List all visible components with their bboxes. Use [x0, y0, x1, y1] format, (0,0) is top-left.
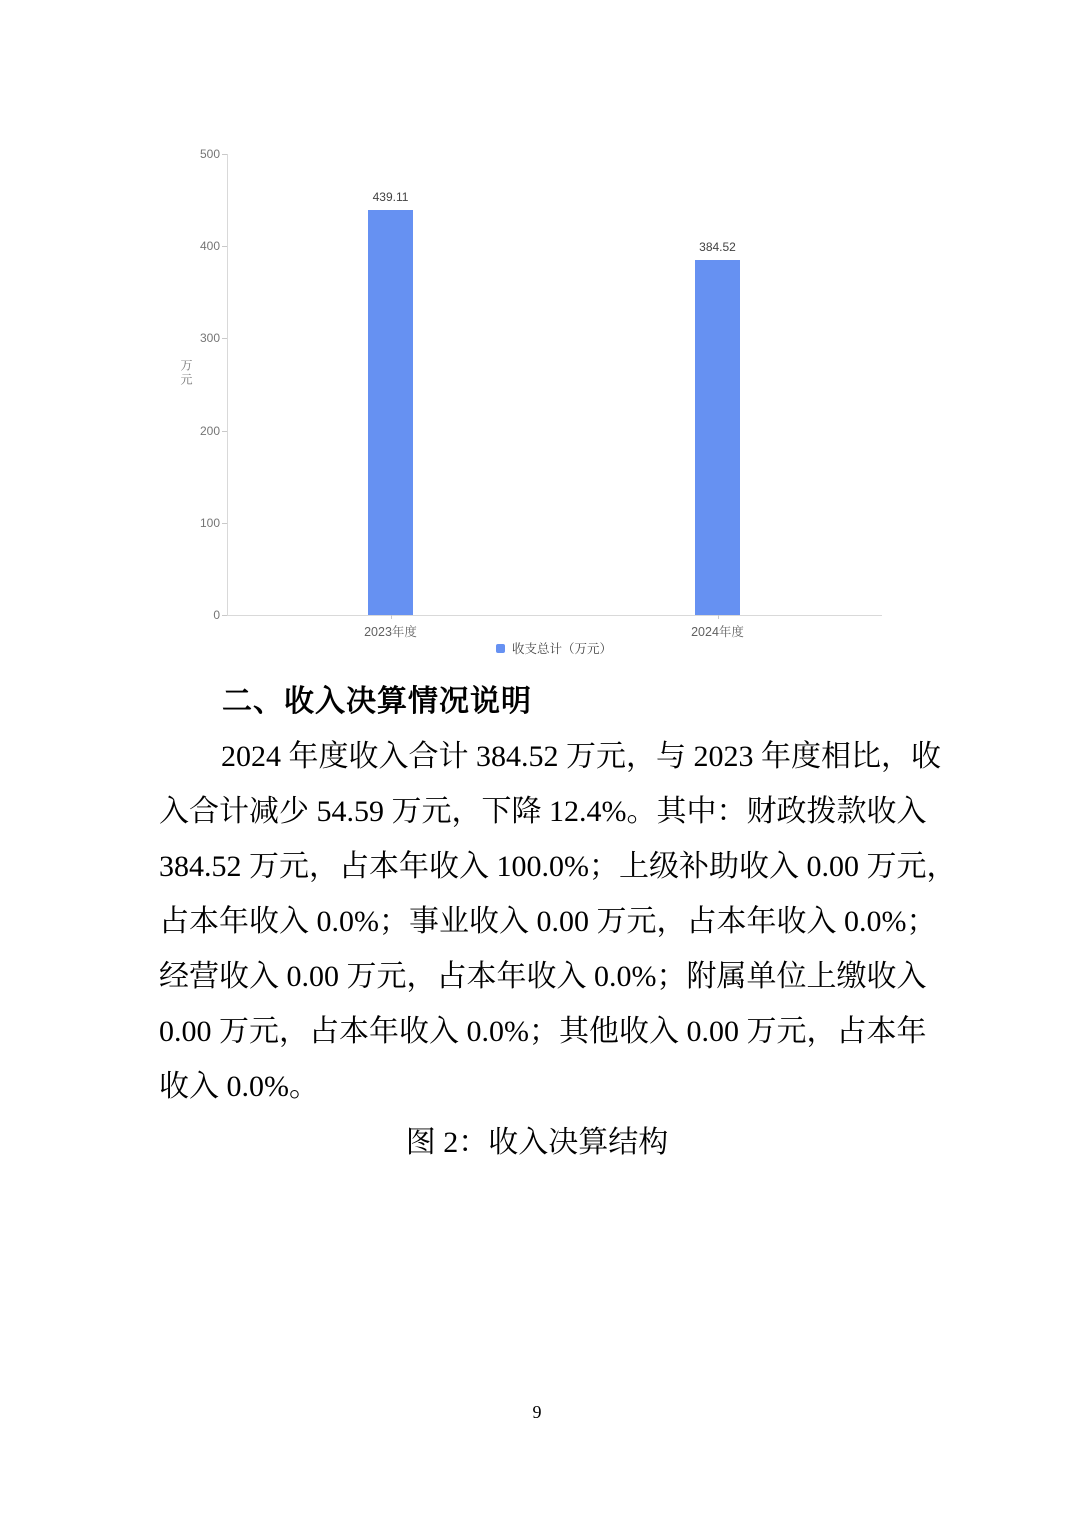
paragraph-line: 经营收入 0.00 万元，占本年收入 0.0%；附属单位上缴收入 [159, 960, 927, 993]
y-tick-mark [222, 615, 227, 616]
y-tick-mark [222, 154, 227, 155]
y-tick-mark [222, 338, 227, 339]
paragraph-line: 收入 0.0%。 [159, 1070, 319, 1103]
page-number: 9 [532, 1402, 542, 1422]
paragraph-line: 384.52 万元，占本年收入 100.0%；上级补助收入 0.00 万元， [159, 850, 957, 883]
figure-caption: 图 2：收入决算结构 [405, 1126, 669, 1159]
y-tick-mark [222, 246, 227, 247]
legend-label: 收支总计（万元） [511, 642, 612, 656]
y-tick-label: 200 [199, 423, 220, 438]
legend-swatch-icon [496, 644, 505, 653]
paragraph-line: 0.00 万元，占本年收入 0.0%；其他收入 0.00 万元，占本年 [159, 1015, 927, 1048]
bar-value-label: 439.11 [372, 190, 409, 205]
bar [368, 210, 413, 615]
y-tick-label: 300 [199, 331, 220, 346]
y-tick-mark [222, 523, 227, 524]
x-tick-mark [718, 615, 719, 619]
paragraph-line: 2024 年度收入合计 384.52 万元，与 2023 年度相比，收 [221, 740, 941, 773]
bar-value-label: 384.52 [699, 240, 736, 255]
body-paragraph [159, 729, 957, 1114]
x-tick-mark [391, 615, 392, 619]
y-tick-mark [222, 431, 227, 432]
bar [695, 260, 740, 615]
chart-legend [227, 639, 881, 657]
paragraph-line: 入合计减少 54.59 万元，下降 12.4%。其中：财政拨款收入 [159, 795, 927, 828]
section-heading: 二、收入决算情况说明 [222, 685, 532, 718]
x-category-label: 2023年度 [364, 625, 417, 639]
y-tick-label: 400 [199, 239, 220, 254]
y-tick-label: 100 [199, 515, 220, 530]
plot-area [227, 154, 882, 616]
bar-chart [170, 145, 890, 670]
paragraph-line: 占本年收入 0.0%；事业收入 0.00 万元，占本年收入 0.0%； [159, 905, 937, 938]
x-category-label: 2024年度 [691, 625, 744, 639]
y-tick-label: 0 [213, 608, 220, 622]
y-tick-label: 500 [199, 147, 220, 161]
y-axis-title: 万元 [179, 359, 193, 387]
